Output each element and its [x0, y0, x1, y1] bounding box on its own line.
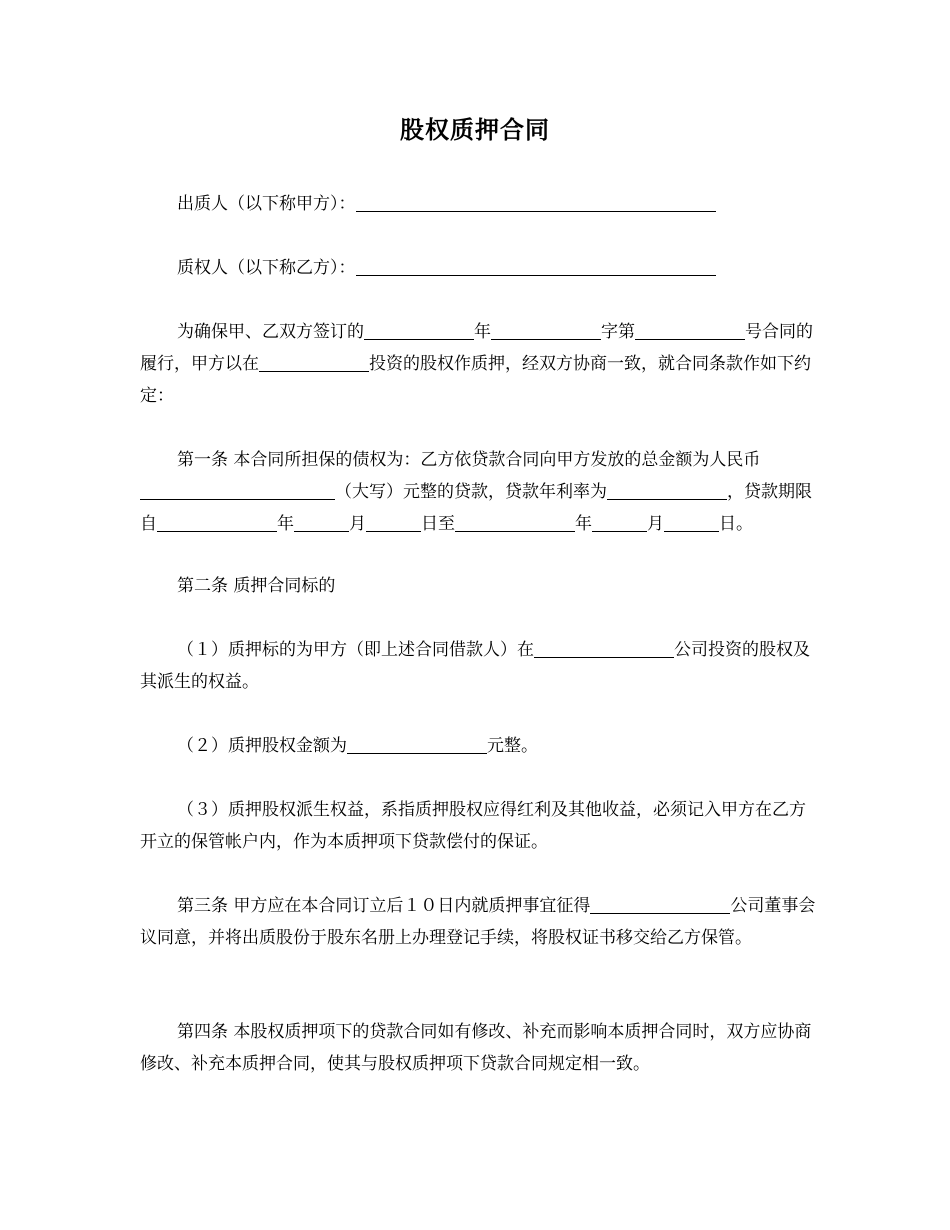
pledgor-line [140, 188, 820, 220]
item-2-text-2: 元整。 [487, 736, 538, 756]
contract-prefix-blank[interactable] [491, 321, 601, 340]
pledgor-blank[interactable] [356, 193, 716, 212]
article-1-text-2: （大写）元整的贷款，贷款年利率为 [335, 482, 607, 502]
intro-text-5: 投资的股权作质押，经双方协商一致，就合同条款作如下约定： [140, 354, 811, 406]
start-month-blank[interactable] [294, 513, 349, 532]
start-day-blank[interactable] [366, 513, 421, 532]
article-1-text-3: ，贷款期限自 [140, 482, 812, 534]
end-year-blank[interactable] [455, 513, 575, 532]
item-2-text-1: （２）质押股权金额为 [177, 736, 347, 756]
investment-target-blank[interactable] [259, 353, 369, 372]
article-1-text-7: 年 [575, 514, 592, 534]
item-1-text-1: （１）质押标的为甲方（即上述合同借款人）在 [177, 640, 534, 660]
interest-rate-blank[interactable] [607, 481, 727, 500]
pledge-amount-blank[interactable] [347, 735, 487, 754]
pledgor-label: 出质人（以下称甲方）： [177, 194, 356, 214]
contract-year-blank[interactable] [364, 321, 474, 340]
document-title: 股权质押合同 [400, 115, 550, 144]
article-4: 第四条 本股权质押项下的贷款合同如有修改、补充而影响本质押合同时，双方应协商修改、补充本质押合同，使其与股权质押项下贷款合同规定相一致。 [140, 1022, 812, 1074]
intro-paragraph [140, 316, 820, 412]
intro-text-3: 字第 [601, 322, 635, 342]
article-2-item-1 [140, 634, 820, 698]
article-3 [140, 890, 820, 954]
intro-text-1: 为确保甲、乙双方签订的 [177, 322, 364, 342]
article-2-item-3: （３）质押股权派生权益，系指质押股权应得红利及其他收益，必须记入甲方在乙方开立的保管帐户内，作为本质押项下贷款偿付的保证。 [140, 800, 806, 852]
intro-text-4: 号合同的履行，甲方以在 [140, 322, 813, 374]
loan-amount-blank[interactable] [140, 481, 335, 500]
pledgee-line [140, 252, 820, 284]
article-1-text-1: 第一条 本合同所担保的债权为：乙方依贷款合同向甲方发放的总金额为人民币 [177, 450, 761, 470]
article-1-text-4: 年 [277, 514, 294, 534]
contract-number-blank[interactable] [635, 321, 745, 340]
article-1 [140, 444, 820, 540]
pledgee-blank[interactable] [356, 257, 716, 276]
end-day-blank[interactable] [664, 513, 719, 532]
article-2-heading: 第二条 质押合同标的 [177, 576, 336, 596]
company-name-blank[interactable] [534, 639, 674, 658]
start-year-blank[interactable] [157, 513, 277, 532]
article-3-text-1: 第三条 甲方应在本合同订立后１０日内就质押事宜征得 [177, 896, 591, 916]
article-1-text-6: 日至 [421, 514, 455, 534]
article-1-text-5: 月 [349, 514, 366, 534]
item-1-text-2: 公司投资的股权及其派生的权益。 [140, 640, 810, 692]
pledgee-label: 质权人（以下称乙方）： [177, 258, 356, 278]
article-1-text-8: 月 [647, 514, 664, 534]
article-2-item-2 [140, 730, 820, 762]
article-3-text-2: 公司董事会议同意，并将出质股份于股东名册上办理登记手续，将股权证书移交给乙方保管。 [140, 896, 816, 948]
end-month-blank[interactable] [592, 513, 647, 532]
article-1-text-9: 日。 [719, 514, 753, 534]
intro-text-2: 年 [474, 322, 491, 342]
board-company-blank[interactable] [590, 895, 730, 914]
